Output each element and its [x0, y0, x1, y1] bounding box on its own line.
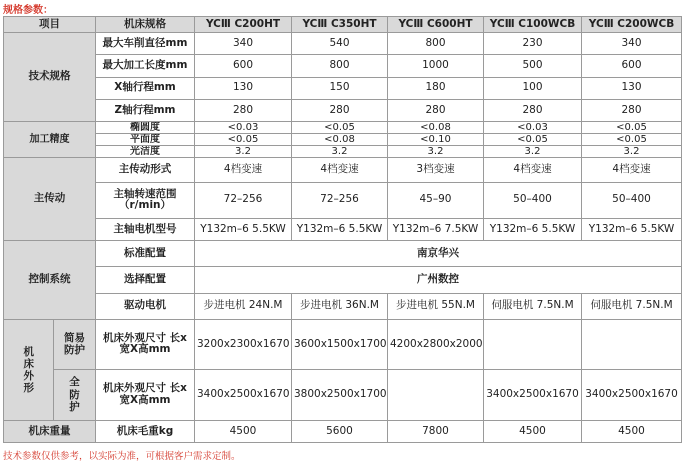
- cell: 4500: [582, 420, 682, 442]
- row-label: 平面度: [96, 134, 195, 146]
- cell: 伺服电机 7.5N.M: [484, 293, 582, 319]
- table-row: [4, 420, 682, 442]
- cell: 7800: [388, 420, 484, 442]
- cell: 180: [388, 77, 484, 99]
- cell: <0.10: [388, 134, 484, 146]
- full-protection-label: 全防护: [54, 370, 96, 420]
- group-appearance: [4, 319, 54, 420]
- cell: 4500: [195, 420, 292, 442]
- row-label: 机床外观尺寸 长x宽X高mm: [96, 370, 195, 420]
- cell: 72–256: [195, 182, 292, 218]
- table-row: [4, 121, 682, 133]
- cell: 3.2: [582, 146, 682, 158]
- cell: 3档变速: [388, 158, 484, 182]
- row-label: 选择配置: [96, 267, 195, 293]
- cell: Y132m–6 5.5KW: [484, 218, 582, 240]
- cell: 3.2: [484, 146, 582, 158]
- header-model: YCⅢ C100WCB: [484, 17, 582, 33]
- cell: 280: [195, 99, 292, 121]
- cell: 150: [292, 77, 388, 99]
- table-row: [4, 241, 682, 267]
- group-weight: 机床重量: [4, 420, 96, 442]
- cell: 340: [195, 33, 292, 55]
- cell: 280: [388, 99, 484, 121]
- table-row: [4, 158, 682, 182]
- cell: 500: [484, 55, 582, 77]
- cell: [388, 370, 484, 420]
- table-row: [4, 146, 682, 158]
- row-label: 主传动形式: [96, 158, 195, 182]
- cell: Y132m–6 5.5KW: [292, 218, 388, 240]
- cell: 100: [484, 77, 582, 99]
- cell: 3400x2500x1670: [582, 370, 682, 420]
- cell: <0.05: [292, 121, 388, 133]
- header-item: 项目: [4, 17, 96, 33]
- table-row: [4, 319, 682, 369]
- cell: <0.05: [195, 134, 292, 146]
- row-label: Z轴行程mm: [96, 99, 195, 121]
- row-label: 最大车削直径mm: [96, 33, 195, 55]
- cell: 3400x2500x1670: [195, 370, 292, 420]
- spec-table: [3, 16, 682, 443]
- group-control: 控制系统: [4, 241, 96, 320]
- cell: <0.08: [388, 121, 484, 133]
- cell: 280: [292, 99, 388, 121]
- row-label: 椭圆度: [96, 121, 195, 133]
- cell: 600: [195, 55, 292, 77]
- cell: 5600: [292, 420, 388, 442]
- header-model: YCⅢ C200HT: [195, 17, 292, 33]
- cell: 3600x1500x1700: [292, 319, 388, 369]
- row-label: 机床毛重kg: [96, 420, 195, 442]
- header-model: YCⅢ C350HT: [292, 17, 388, 33]
- cell: 50–400: [582, 182, 682, 218]
- cell: 4档变速: [484, 158, 582, 182]
- cell: 4档变速: [292, 158, 388, 182]
- cell-optional-config: 广州数控: [195, 267, 682, 293]
- table-row: [4, 99, 682, 121]
- table-row: [4, 33, 682, 55]
- header-model: YCⅢ C200WCB: [582, 17, 682, 33]
- row-label: 驱动电机: [96, 293, 195, 319]
- table-row: [4, 293, 682, 319]
- table-row: [4, 370, 682, 420]
- row-label: 最大加工长度mm: [96, 55, 195, 77]
- cell: 4200x2800x2000: [388, 319, 484, 369]
- row-label: 机床外观尺寸 长x宽X高mm: [96, 319, 195, 369]
- cell: 4档变速: [195, 158, 292, 182]
- cell: 3.2: [195, 146, 292, 158]
- cell: 230: [484, 33, 582, 55]
- cell: [484, 319, 582, 369]
- cell: 4档变速: [582, 158, 682, 182]
- cell: [582, 319, 682, 369]
- cell: 540: [292, 33, 388, 55]
- cell: 3400x2500x1670: [484, 370, 582, 420]
- cell: Y132m–6 7.5KW: [388, 218, 484, 240]
- cell: 步进电机 36N.M: [292, 293, 388, 319]
- cell: 600: [582, 55, 682, 77]
- section-title: 规格参数：: [3, 5, 53, 16]
- group-tech: 技术规格: [4, 33, 96, 122]
- cell: <0.03: [484, 121, 582, 133]
- row-label: 主轴转速范围 （r/min）: [96, 182, 195, 218]
- row-label: X轴行程mm: [96, 77, 195, 99]
- table-row: [4, 218, 682, 240]
- cell-standard-config: 南京华兴: [195, 241, 682, 267]
- cell: Y132m–6 5.5KW: [195, 218, 292, 240]
- cell: <0.05: [582, 134, 682, 146]
- row-label: 主轴电机型号: [96, 218, 195, 240]
- cell: 800: [292, 55, 388, 77]
- cell: 280: [484, 99, 582, 121]
- cell: 3800x2500x1700: [292, 370, 388, 420]
- table-row: [4, 134, 682, 146]
- group-precision: 加工精度: [4, 121, 96, 157]
- group-appearance-label: 机床外形: [23, 345, 34, 394]
- cell: 3200x2300x1670: [195, 319, 292, 369]
- table-row: [4, 267, 682, 293]
- row-label: 标准配置: [96, 241, 195, 267]
- table-row: [4, 55, 682, 77]
- group-drive: 主传动: [4, 158, 96, 241]
- cell: 340: [582, 33, 682, 55]
- header-row: [4, 17, 682, 33]
- cell: 45–90: [388, 182, 484, 218]
- cell: 3.2: [292, 146, 388, 158]
- row-label: 光洁度: [96, 146, 195, 158]
- cell: <0.03: [195, 121, 292, 133]
- cell: 130: [582, 77, 682, 99]
- header-model: YCⅢ C600HT: [388, 17, 484, 33]
- cell: 伺服电机 7.5N.M: [582, 293, 682, 319]
- cell: <0.05: [582, 121, 682, 133]
- cell: 280: [582, 99, 682, 121]
- simple-protection-label: 简易防护: [54, 319, 96, 369]
- cell: 800: [388, 33, 484, 55]
- cell: 1000: [388, 55, 484, 77]
- cell: 130: [195, 77, 292, 99]
- cell: 步进电机 55N.M: [388, 293, 484, 319]
- cell: <0.05: [484, 134, 582, 146]
- table-row: [4, 77, 682, 99]
- footnote: 技术参数仅供参考，以实际为准，可根据客户需求定制。: [3, 451, 241, 462]
- cell: 50–400: [484, 182, 582, 218]
- cell: 72–256: [292, 182, 388, 218]
- table-row: [4, 182, 682, 218]
- cell: 4500: [484, 420, 582, 442]
- cell: 3.2: [388, 146, 484, 158]
- cell: 步进电机 24N.M: [195, 293, 292, 319]
- header-spec: 机床规格: [96, 17, 195, 33]
- cell: <0.08: [292, 134, 388, 146]
- cell: Y132m–6 5.5KW: [582, 218, 682, 240]
